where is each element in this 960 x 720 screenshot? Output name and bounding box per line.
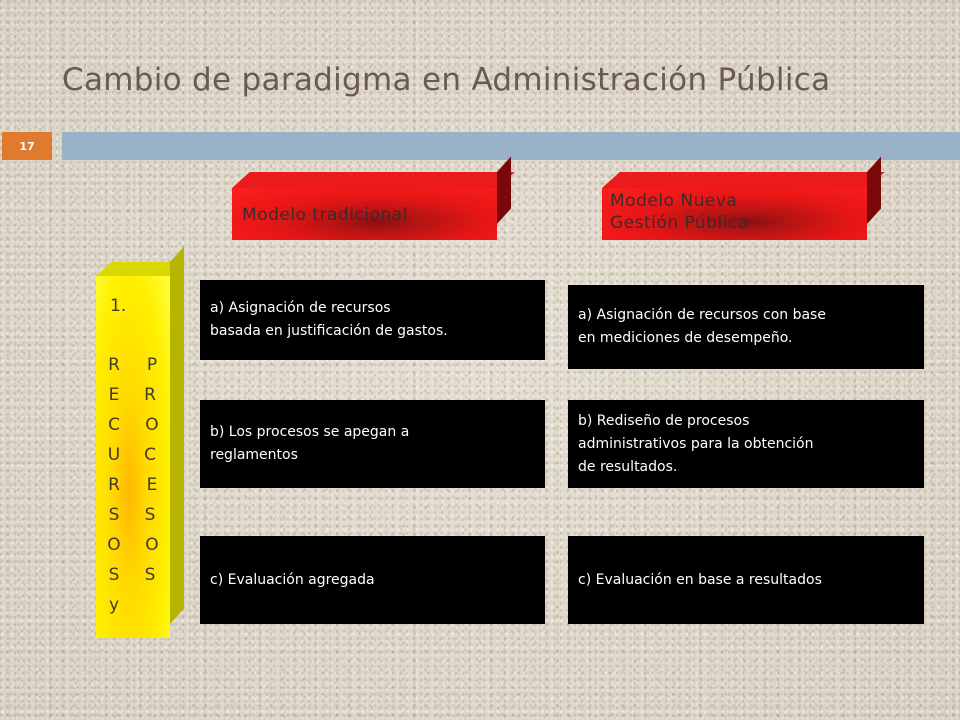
- traditional-item-a: [200, 280, 545, 360]
- column-letter: R: [108, 355, 120, 375]
- column-letters-left: [106, 350, 122, 620]
- header-side-face: [497, 156, 511, 224]
- column-letter: S: [108, 565, 120, 585]
- traditional-item-b-text: b) Los procesos se apegan a reglamentos: [210, 424, 410, 463]
- new-item-b-text: b) Rediseño de procesos administrativos para la obtención de resultados.: [578, 412, 814, 475]
- column-letter: E: [146, 475, 158, 495]
- column-letter: C: [108, 415, 120, 435]
- traditional-item-c: [200, 536, 545, 624]
- header-side-face: [867, 156, 881, 224]
- new-model-label-line2: Gestión Pública: [610, 213, 749, 233]
- column-letter: E: [108, 385, 120, 405]
- column-number: 1.: [110, 296, 127, 316]
- traditional-item-b: [200, 400, 545, 488]
- title-underline-bar: [62, 132, 960, 160]
- new-model-label-line1: Modelo Nueva: [610, 191, 738, 211]
- column-letter: S: [144, 565, 156, 585]
- column-letter: y: [108, 595, 120, 615]
- column-letter: U: [107, 445, 121, 465]
- column-letter: O: [145, 415, 159, 435]
- header-top-face: [602, 172, 885, 188]
- column-letter: S: [144, 505, 156, 525]
- traditional-model-header: [232, 188, 497, 240]
- column-letter: O: [107, 535, 121, 555]
- column-letter: C: [144, 445, 156, 465]
- slide-number: 17: [2, 132, 52, 160]
- column-side-face: [170, 246, 184, 624]
- new-item-c-text: c) Evaluación en base a resultados: [578, 571, 822, 588]
- traditional-model-label: Modelo tradicional: [242, 205, 408, 225]
- column-letter: S: [108, 505, 120, 525]
- new-item-b: [568, 400, 924, 488]
- header-top-face: [232, 172, 515, 188]
- column-letter: O: [145, 535, 159, 555]
- slide-title: Cambio de paradigma en Administración Pública: [62, 62, 831, 98]
- new-item-a: [568, 285, 924, 369]
- new-model-label: [610, 190, 850, 234]
- column-letters-right: [142, 350, 158, 590]
- resources-processes-column: [96, 276, 170, 638]
- new-item-a-text: a) Asignación de recursos con base en mediciones de desempeño.: [578, 307, 826, 346]
- new-model-header: [602, 188, 867, 240]
- traditional-item-c-text: c) Evaluación agregada: [210, 571, 375, 588]
- column-letter: R: [144, 385, 156, 405]
- column-letter: R: [108, 475, 120, 495]
- traditional-item-a-text: a) Asignación de recursos basada en justificación de gastos.: [210, 300, 448, 339]
- new-item-c: [568, 536, 924, 624]
- column-letter: P: [146, 355, 158, 375]
